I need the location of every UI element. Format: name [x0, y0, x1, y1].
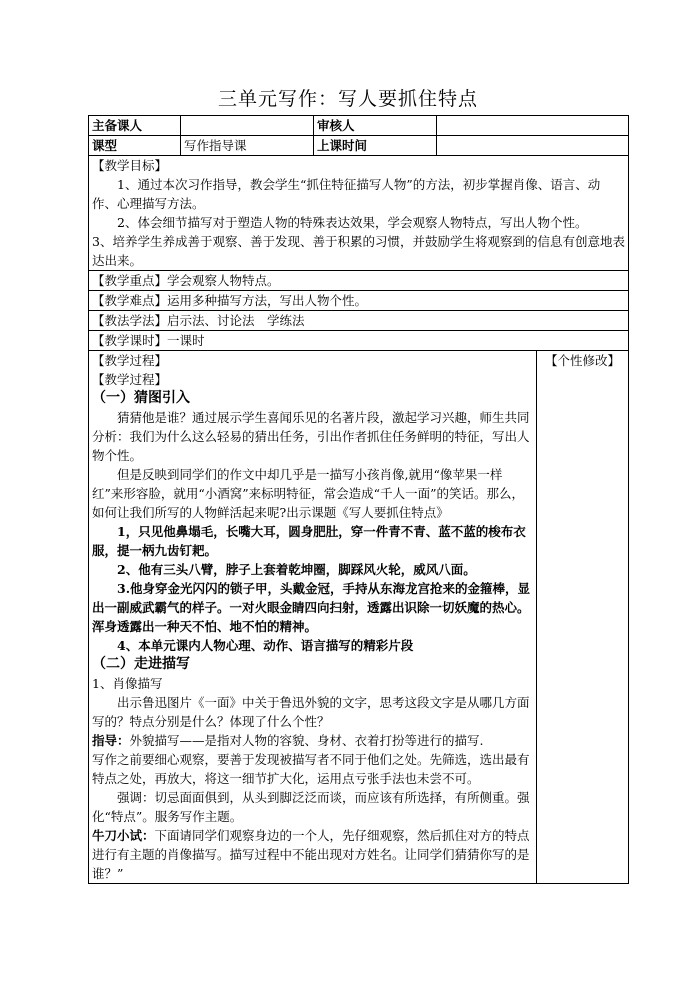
goals-row [89, 156, 629, 271]
header-row-1 [89, 116, 629, 136]
focus-label: 【教学重点】 [92, 273, 168, 288]
hours-label: 【教学课时】 [92, 333, 168, 348]
section-2-subtitle: 1、肖像描写 [92, 676, 163, 691]
page-title: 三单元写作：写人要抓住特点 [217, 88, 478, 110]
value-class-time [437, 136, 629, 156]
process-para-3: 出示鲁迅图片《一面》中关于鲁迅外貌的文字，思考这段文字是从哪几方面写的？特点分别是什么？体现了什么个性？ [92, 695, 530, 729]
try-label: 牛刀小试： [92, 828, 155, 843]
section-2-title: （二）走进描写 [92, 656, 190, 672]
excerpt-2: 2、他有三头八臂，脖子上套着乾坤圈，脚踩风火轮，威风八面。 [117, 562, 476, 577]
hours-row [89, 331, 629, 351]
methods-label: 【教法学法】 [92, 313, 168, 328]
personal-edit-label: 【个性修改】 [544, 353, 620, 368]
guide-text: 外貌描写——是指对人物的容貌、身材、衣着打扮等进行的描写. [129, 733, 484, 748]
process-para-1: 猜猜他是谁？通过展示学生喜闻乐见的名著片段，激起学习兴趣，师生共同分析：我们为什么这么轻易的猜出任务，引出作者抓住任务鲜明的特征，写出人物个性。 [92, 410, 530, 463]
methods-text: 启示法、讨论法 学练法 [167, 313, 305, 328]
goal-2: 2、体会细节描写对于塑造人物的特殊表达效果，学会观察人物特点，写出人物个性。 [117, 215, 588, 230]
label-class-time: 上课时间 [314, 136, 437, 156]
difficulty-row [89, 291, 629, 311]
focus-text: 学会观察人物特点。 [167, 273, 280, 288]
goal-1: 1、通过本次习作指导，教会学生“抓住特征描写人物”的方法，初步掌握肖像、语言、动作、心理描写方法。 [92, 177, 601, 211]
methods-row [89, 311, 629, 331]
process-heading-2: 【教学过程】 [92, 372, 168, 387]
excerpt-1: 1，只见他鼻塌毛，长嘴大耳，圆身肥肚，穿一件青不青、蓝不蓝的梭布衣服，提一柄九齿钉耙。 [92, 524, 526, 558]
value-lead-preparer [181, 116, 314, 136]
goal-3: 3、培养学生养成善于观察、善于发现、善于积累的习惯，并鼓励学生将观察到的信息有创意地表达出来。 [92, 234, 625, 268]
excerpt-4: 4、本单元课内人物心理、动作、语言描写的精彩片段 [117, 638, 414, 653]
difficulty-label: 【教学难点】 [92, 293, 168, 308]
guide-label: 指导： [92, 733, 130, 748]
value-reviewer [437, 116, 629, 136]
process-para-2: 但是反映到同学们的作文中却几乎是一描写小孩肖像,就用“像苹果一样红”来形容脸，就用“小酒窝”来标明特征，常会造成“千人一面”的笑话。那么，如何让我们所写的人物鲜活起来呢?出示课题《写人要抓住特点》 [92, 467, 524, 520]
header-row-2 [89, 136, 629, 156]
personal-edit-column [537, 351, 629, 884]
label-reviewer: 审核人 [314, 116, 437, 136]
section-1-title: （一）猜图引入 [92, 390, 190, 406]
focus-row [89, 271, 629, 291]
process-heading-1: 【教学过程】 [92, 353, 168, 368]
value-lesson-type: 写作指导课 [181, 136, 314, 156]
goals-heading: 【教学目标】 [92, 158, 168, 173]
lesson-plan-table [88, 115, 629, 884]
excerpt-3: 3.他身穿金光闪闪的锁子甲，头戴金冠，手持从东海龙宫抢来的金箍棒，显出一副威武霸气的样子。一对火眼金睛四向扫射，透露出识除一切妖魔的热心。浑身透露出一种天不怕、地不怕的精神。 [92, 581, 531, 634]
label-lesson-type: 课型 [89, 136, 181, 156]
difficulty-text: 运用多种描写方法，写出人物个性。 [167, 293, 368, 308]
process-para-4: 写作之前要细心观察，要善于发现被描写者不同于他们之处。先筛选，选出最有特点之处，再放大，将这一细节扩大化，运用点亏张手法也未尝不可。 [92, 752, 530, 786]
label-lead-preparer: 主备课人 [89, 116, 181, 136]
process-row [89, 351, 629, 884]
process-para-5: 强调：切忌面面俱到，从头到脚泛泛而谈，而应该有所选择，有所侧重。强化“特点”。服务写作主题。 [92, 790, 530, 824]
hours-text: 一课时 [167, 333, 205, 348]
try-text: 下面请同学们观察身边的一个人，先仔细观察，然后抓住对方的特点进行有主题的肖像描写。描写过程中不能出现对方姓名。让同学们猜猜你写的是谁？” [92, 828, 530, 881]
